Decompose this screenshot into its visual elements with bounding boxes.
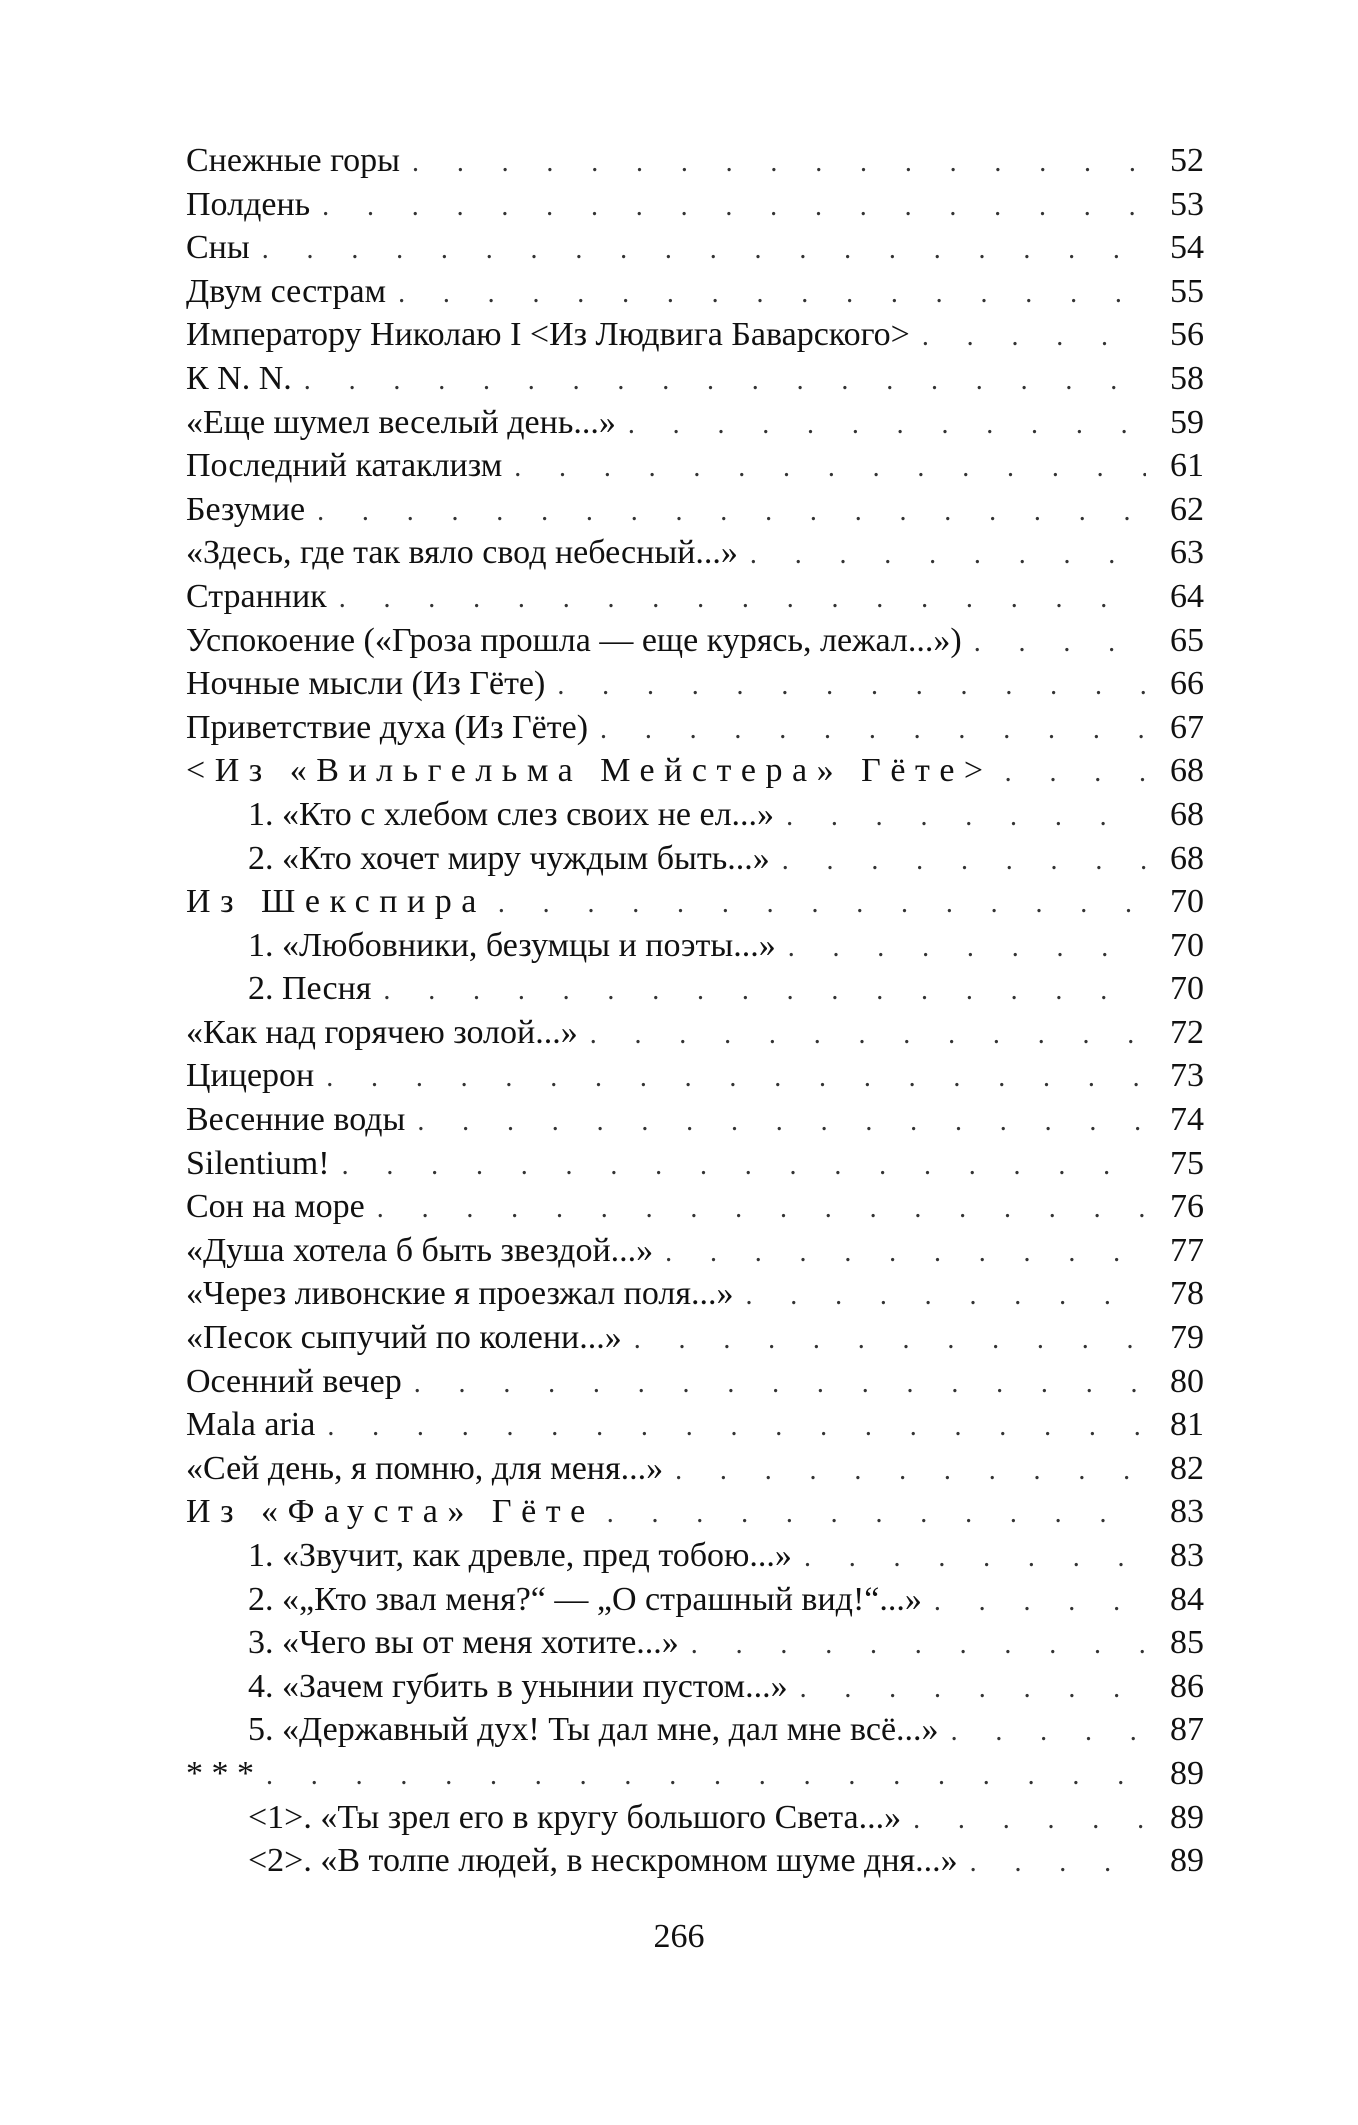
toc-entry-page: 83: [1170, 1493, 1204, 1531]
toc-entry-page: 89: [1170, 1842, 1204, 1880]
toc-entry-title: «Душа хотела б быть звездой...»: [186, 1231, 654, 1269]
toc-entry: [186, 1272, 1204, 1316]
toc-entry-title: Последний катаклизм: [186, 447, 503, 485]
toc-entry-title: <Из «Вильгельма Мейстера» Гёте>: [186, 752, 993, 790]
dot-leader: [339, 577, 1146, 621]
dot-leader: [1005, 751, 1146, 795]
toc-entry-title: 5. «Державный дух! Ты дал мне, дал мне всё...»: [248, 1711, 939, 1749]
toc-entry: [186, 1621, 1204, 1665]
toc-entry: [186, 837, 1204, 881]
toc-entry-page: 67: [1170, 708, 1204, 746]
toc-entry-title: 2. «Кто хочет миру чуждым быть...»: [248, 839, 770, 877]
toc-entry-title: Ночные мысли (Из Гёте): [186, 665, 546, 703]
toc-entry-page: 70: [1170, 883, 1204, 921]
toc-entry-title: «Через ливонские я проезжал поля...»: [186, 1275, 734, 1313]
toc-entry: [186, 1665, 1204, 1709]
toc-entry: [186, 924, 1204, 968]
toc-entry-page: 83: [1170, 1537, 1204, 1574]
dot-leader: [417, 1100, 1146, 1144]
toc-entry-title: «Здесь, где так вяло свод небесный...»: [186, 534, 738, 572]
toc-entry: [186, 531, 1204, 575]
dot-leader: [665, 1231, 1146, 1275]
dot-leader: [675, 1449, 1146, 1493]
toc-entry: [186, 313, 1204, 357]
toc-entry-page: 74: [1170, 1101, 1204, 1139]
toc-entry: [186, 1054, 1204, 1098]
page-number: 266: [653, 1918, 705, 1955]
toc-entry: [186, 139, 1204, 183]
toc-entry-page: 81: [1170, 1406, 1204, 1444]
table-of-contents: [186, 139, 1204, 1883]
toc-entry: [186, 1229, 1204, 1273]
toc-entry: [186, 1098, 1204, 1142]
toc-entry: [186, 401, 1204, 445]
toc-entry-page: 85: [1170, 1624, 1204, 1662]
toc-entry: [186, 1316, 1204, 1360]
toc-entry: [186, 1490, 1204, 1534]
toc-entry-title: Полдень: [186, 185, 311, 223]
dot-leader: [383, 969, 1146, 1013]
toc-entry-title: Из «Фауста» Гёте: [186, 1493, 595, 1531]
dot-leader: [266, 1754, 1146, 1798]
toc-entry-title: Silentium!: [186, 1144, 330, 1182]
dot-leader: [913, 1798, 1146, 1842]
toc-entry-title: Странник: [186, 577, 327, 615]
toc-entry-title: Успокоение («Гроза прошла — еще курясь, лежал...»): [186, 621, 962, 659]
dot-leader: [922, 315, 1146, 359]
toc-entry: [186, 793, 1204, 837]
toc-entry: [186, 357, 1204, 401]
toc-entry-title: Двум сестрам: [186, 272, 387, 310]
toc-entry: [186, 1185, 1204, 1229]
toc-entry-page: 63: [1170, 534, 1204, 572]
dot-leader: [634, 1318, 1146, 1362]
toc-entry-page: 78: [1170, 1275, 1204, 1313]
toc-entry: [186, 749, 1204, 793]
dot-leader: [398, 272, 1146, 316]
toc-entry-title: 3. «Чего вы от меня хотите...»: [248, 1624, 679, 1662]
toc-entry-page: 56: [1170, 316, 1204, 354]
dot-leader: [322, 185, 1146, 229]
toc-entry-title: * * *: [186, 1754, 254, 1792]
toc-entry: [186, 1360, 1204, 1404]
toc-entry-page: 64: [1170, 577, 1204, 615]
toc-entry-page: 80: [1170, 1362, 1204, 1400]
toc-entry: [186, 183, 1204, 227]
toc-entry: [186, 1752, 1204, 1796]
toc-entry: [186, 575, 1204, 619]
toc-entry-title: Mala aria: [186, 1406, 316, 1444]
toc-entry-title: 2. Песня: [248, 970, 372, 1008]
toc-entry-title: Безумие: [186, 490, 306, 528]
toc-entry-title: Цицерон: [186, 1057, 315, 1095]
toc-entry-title: 1. «Любовники, безумцы и поэты...»: [248, 926, 776, 964]
toc-entry: [186, 1578, 1204, 1622]
toc-entry-page: 53: [1170, 185, 1204, 223]
dot-leader: [934, 1580, 1146, 1624]
toc-entry-title: Сны: [186, 229, 250, 267]
toc-entry-page: 72: [1170, 1013, 1204, 1051]
toc-entry-page: 62: [1170, 490, 1204, 528]
dot-leader: [800, 1667, 1146, 1711]
dot-leader: [414, 1362, 1146, 1406]
dot-leader: [745, 1274, 1146, 1318]
toc-entry-page: 70: [1170, 970, 1204, 1008]
dot-leader: [750, 533, 1146, 577]
toc-entry: [186, 662, 1204, 706]
toc-entry-title: «Еще шумел веселый день...»: [186, 403, 616, 441]
toc-entry: [186, 1839, 1204, 1883]
dot-leader: [377, 1187, 1146, 1231]
dot-leader: [786, 795, 1146, 839]
toc-entry-page: 84: [1170, 1580, 1204, 1618]
toc-entry: [186, 619, 1204, 663]
toc-entry-title: <1>. «Ты зрел его в кругу большого Света...»: [248, 1798, 902, 1836]
toc-entry-title: <2>. «В толпе людей, в нескромном шуме дня...»: [248, 1842, 958, 1880]
toc-entry-page: 77: [1170, 1231, 1204, 1269]
toc-entry-title: Приветствие духа (Из Гёте): [186, 708, 589, 746]
toc-entry: [186, 488, 1204, 532]
dot-leader: [514, 446, 1146, 490]
toc-entry-page: 61: [1170, 447, 1204, 485]
toc-entry: [186, 1142, 1204, 1186]
dot-leader: [342, 1144, 1146, 1188]
toc-entry-title: «Сей день, я помню, для меня...»: [186, 1449, 664, 1487]
toc-entry-title: 1. «Звучит, как древле, пред тобою...»: [248, 1537, 792, 1574]
dot-leader: [951, 1710, 1146, 1754]
toc-entry-page: 73: [1170, 1057, 1204, 1095]
toc-entry-page: 55: [1170, 272, 1204, 310]
toc-entry: [186, 1447, 1204, 1491]
toc-entry-page: 70: [1170, 926, 1204, 964]
toc-entry: [186, 1708, 1204, 1752]
dot-leader: [590, 1013, 1146, 1057]
toc-entry-title: Снежные горы: [186, 142, 401, 179]
toc-entry-page: 66: [1170, 665, 1204, 703]
dot-leader: [262, 228, 1146, 272]
toc-entry-page: 75: [1170, 1144, 1204, 1182]
dot-leader: [557, 664, 1146, 708]
dot-leader: [317, 490, 1146, 534]
toc-entry: [186, 880, 1204, 924]
toc-entry-page: 76: [1170, 1188, 1204, 1226]
toc-entry-page: 89: [1170, 1798, 1204, 1836]
dot-leader: [607, 1492, 1146, 1536]
toc-entry-title: К N. N.: [186, 359, 292, 397]
dot-leader: [970, 1841, 1146, 1885]
dot-leader: [974, 621, 1146, 665]
toc-entry-page: 68: [1170, 839, 1204, 877]
dot-leader: [412, 141, 1146, 185]
toc-entry-title: 2. «„Кто звал меня?“ — „О страшный вид!“...»: [248, 1580, 922, 1618]
toc-entry-title: Сон на море: [186, 1188, 365, 1226]
toc-entry-page: 58: [1170, 359, 1204, 397]
dot-leader: [304, 359, 1146, 403]
toc-entry: [186, 1403, 1204, 1447]
toc-entry: [186, 270, 1204, 314]
toc-entry-title: 1. «Кто с хлебом слез своих не ел...»: [248, 795, 775, 833]
dot-leader: [782, 839, 1146, 883]
toc-entry-page: 68: [1170, 795, 1204, 833]
toc-entry: [186, 1796, 1204, 1840]
dot-leader: [327, 1405, 1146, 1449]
toc-entry-page: 52: [1170, 142, 1204, 179]
toc-entry: [186, 1534, 1204, 1578]
toc-entry-title: Императору Николаю I <Из Людвига Баварского>: [186, 316, 910, 354]
dot-leader: [628, 403, 1146, 447]
toc-entry-title: Из Шекспира: [186, 883, 486, 921]
dot-leader: [600, 708, 1146, 752]
toc-entry: [186, 226, 1204, 270]
toc-entry-page: 59: [1170, 403, 1204, 441]
toc-entry-title: «Как над горячею золой...»: [186, 1013, 578, 1051]
dot-leader: [326, 1056, 1146, 1100]
dot-leader: [691, 1623, 1146, 1667]
dot-leader: [804, 1536, 1146, 1580]
toc-entry-page: 68: [1170, 752, 1204, 790]
toc-entry-page: 79: [1170, 1319, 1204, 1357]
toc-entry-page: 54: [1170, 229, 1204, 267]
toc-entry: [186, 706, 1204, 750]
dot-leader: [788, 926, 1146, 970]
toc-entry: [186, 444, 1204, 488]
toc-entry-title: 4. «Зачем губить в унынии пустом...»: [248, 1667, 788, 1705]
toc-entry-title: Весенние воды: [186, 1101, 406, 1139]
toc-entry-page: 86: [1170, 1667, 1204, 1705]
toc-entry: [186, 1011, 1204, 1055]
dot-leader: [498, 882, 1146, 926]
toc-entry: [186, 967, 1204, 1011]
toc-entry-title: Осенний вечер: [186, 1362, 402, 1400]
toc-entry-page: 82: [1170, 1449, 1204, 1487]
toc-entry-title: «Песок сыпучий по колени...»: [186, 1319, 622, 1357]
toc-entry-page: 89: [1170, 1754, 1204, 1792]
toc-entry-page: 87: [1170, 1711, 1204, 1749]
toc-entry-page: 65: [1170, 621, 1204, 659]
